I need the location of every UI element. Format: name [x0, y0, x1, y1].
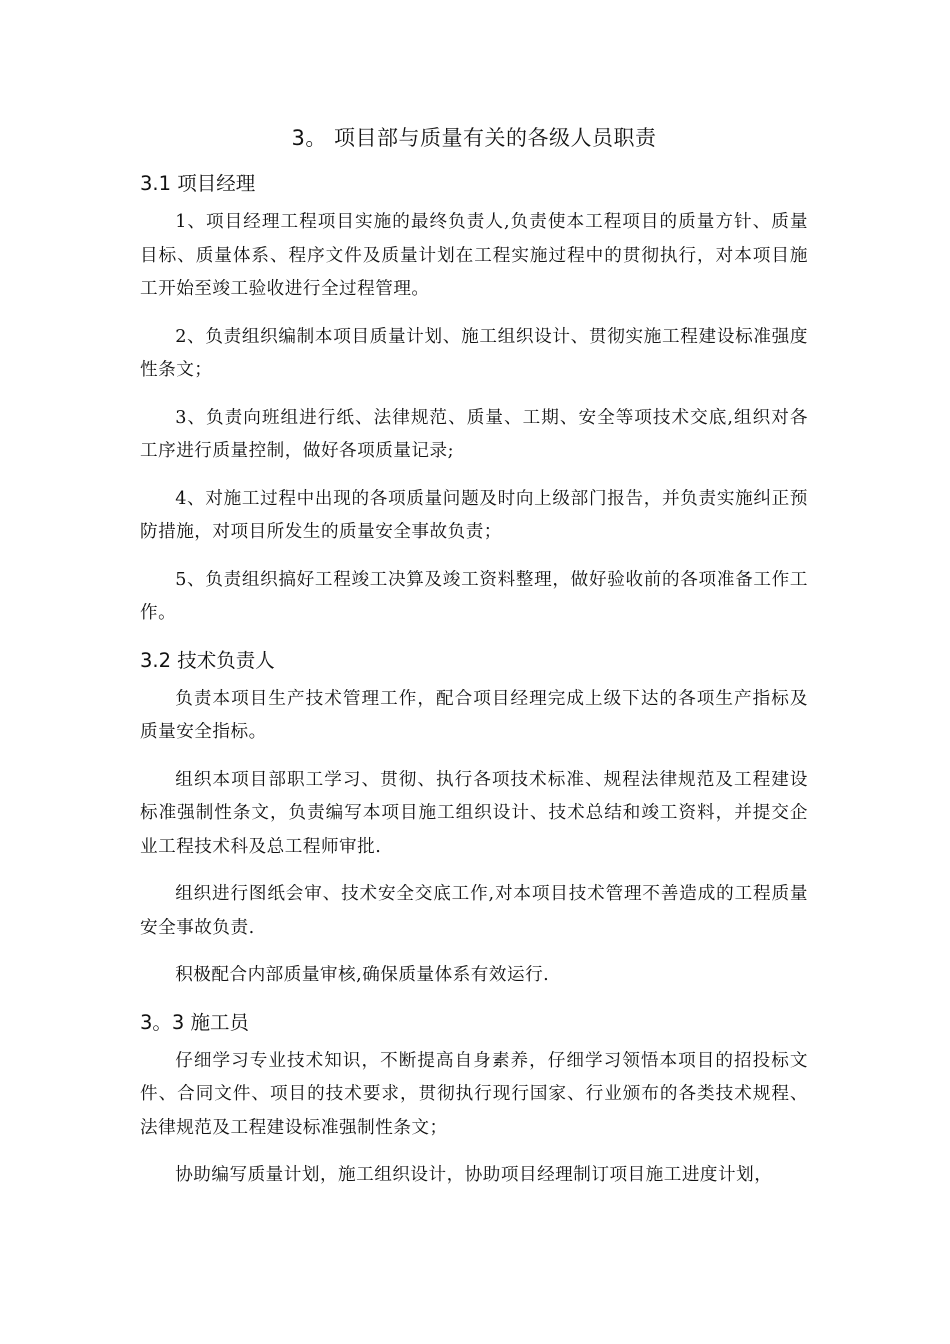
- paragraph: 4、对施工过程中出现的各项质量问题及时向上级部门报告，并负责实施纠正预防措施，对项目所发生的质量安全事故负责；: [140, 488, 808, 542]
- paragraph: 5、负责组织搞好工程竣工决算及竣工资料整理，做好验收前的各项准备工作工作。: [140, 569, 808, 623]
- paragraph: 2、负责组织编制本项目质量计划、施工组织设计、贯彻实施工程建设标准强度性条文；: [140, 326, 808, 380]
- document-body: [140, 118, 808, 1207]
- section-heading-technical-lead: 3.2 技术负责人: [140, 648, 275, 672]
- paragraph: 1、项目经理工程项目实施的最终负责人,负责使本工程项目的质量方针、质量目标、质量体系、程序文件及质量计划在工程实施过程中的贯彻执行，对本项目施工开始至竣工验收进行全过程管理。: [140, 212, 808, 299]
- section-heading-construction-worker: 3。3 施工员: [140, 1010, 250, 1034]
- document-title: 3。 项目部与质量有关的各级人员职责: [291, 126, 657, 150]
- paragraph: 3、负责向班组进行纸、法律规范、质量、工期、安全等项技术交底,组织对各工序进行质量控制，做好各项质量记录;: [140, 407, 808, 461]
- section-heading-project-manager: 3.1 项目经理: [140, 172, 256, 195]
- paragraph: 组织本项目部职工学习、贯彻、执行各项技术标准、规程法律规范及工程建设标准强制性条文，负责编写本项目施工组织设计、技术总结和竣工资料，并提交企业工程技术科及总工程师审批.: [140, 769, 808, 857]
- paragraph: 协助编写质量计划，施工组织设计，协助项目经理制订项目施工进度计划，: [175, 1165, 773, 1185]
- paragraph: 仔细学习专业技术知识，不断提高自身素养，仔细学习领悟本项目的招投标文件、合同文件、项目的技术要求，贯彻执行现行国家、行业颁布的各类技术规程、法律规范及工程建设标准强制性条文；: [140, 1050, 808, 1138]
- paragraph: 组织进行图纸会审、技术安全交底工作,对本项目技术管理不善造成的工程质量安全事故负责.: [140, 884, 808, 938]
- paragraph: 负责本项目生产技术管理工作，配合项目经理完成上级下达的各项生产指标及质量安全指标。: [140, 688, 808, 742]
- paragraph: 积极配合内部质量审核,确保质量体系有效运行.: [175, 965, 550, 985]
